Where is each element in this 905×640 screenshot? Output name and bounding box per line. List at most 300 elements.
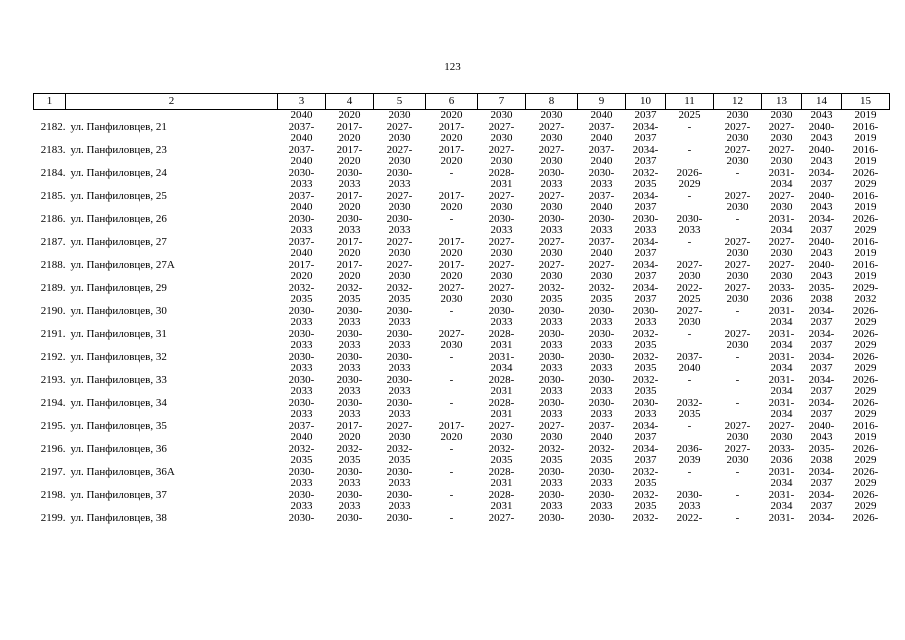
continuation-cell: 2030: [490, 109, 513, 121]
start-year: 2016-: [852, 236, 879, 248]
end-year: 2033: [388, 477, 411, 489]
start-year: 2027-: [538, 236, 565, 248]
start-year: 2034-: [632, 443, 659, 455]
table-row: [34, 145, 890, 168]
end-year: 2030: [726, 132, 749, 144]
end-year: 2033: [290, 500, 313, 512]
start-year: 2040-: [808, 420, 835, 432]
start-year: 2031-: [768, 328, 795, 340]
start-year: 2027-: [768, 420, 795, 432]
year-range-cell: [666, 145, 714, 168]
end-year: 2035: [590, 454, 613, 466]
street-address: ул. Панфиловцев, 38: [70, 512, 167, 524]
end-year: 2030: [490, 201, 513, 213]
year-range-cell: [526, 329, 578, 352]
start-year: 2030-: [588, 374, 615, 386]
end-year: 2037: [810, 339, 833, 351]
start-year: -: [449, 374, 454, 386]
year-range-cell: [714, 467, 762, 490]
year-range-cell: [666, 122, 714, 145]
end-year: 2035: [634, 339, 657, 351]
year-range-cell: [278, 375, 326, 398]
year-range-cell: [278, 191, 326, 214]
end-year: 2033: [290, 316, 313, 328]
year-range-cell: [426, 122, 478, 145]
end-year: 2040: [290, 132, 313, 144]
year-range-cell: [526, 260, 578, 283]
year-range-cell: [714, 214, 762, 237]
end-year: 2030: [770, 155, 793, 167]
start-year: 2034-: [808, 213, 835, 225]
address-cell: [34, 260, 278, 283]
year-range-cell: [374, 421, 426, 444]
start-year: 2030-: [386, 328, 413, 340]
year-range-cell: [626, 214, 666, 237]
end-year: [326, 524, 374, 536]
start-year: 2030-: [538, 351, 565, 363]
start-year: 2030-: [386, 213, 413, 225]
start-year: 2027-: [724, 443, 751, 455]
row-number: 2185.: [40, 190, 66, 202]
start-year: -: [735, 167, 740, 179]
end-year: [714, 179, 762, 191]
start-year: 2027-: [724, 282, 751, 294]
address-cell: [34, 168, 278, 191]
year-range-cell: [802, 214, 842, 237]
continuation-cell: 2030: [726, 109, 749, 121]
year-range-cell: [478, 513, 526, 536]
start-year: 2027-: [386, 236, 413, 248]
year-range-cell: [326, 467, 374, 490]
start-year: 2030-: [336, 512, 363, 524]
street-address: ул. Панфиловцев, 36А: [70, 466, 175, 478]
start-year: 2026-: [852, 351, 879, 363]
end-year: [714, 524, 762, 536]
year-range-cell: [762, 168, 802, 191]
start-year: 2030-: [676, 489, 703, 501]
end-year: 2030: [388, 155, 411, 167]
start-year: 2030-: [588, 213, 615, 225]
row-number: 2187.: [40, 236, 66, 248]
continuation-spacer: [34, 110, 278, 122]
start-year: 2030-: [632, 213, 659, 225]
end-year: 2020: [440, 201, 463, 213]
start-year: 2031-: [768, 466, 795, 478]
start-year: 2035-: [808, 443, 835, 455]
end-year: 2033: [590, 477, 613, 489]
end-year: 2033: [338, 316, 361, 328]
year-range-cell: [526, 444, 578, 467]
year-range-cell: [478, 467, 526, 490]
end-year: 2034: [770, 316, 793, 328]
start-year: 2030-: [538, 489, 565, 501]
end-year: 2030: [388, 431, 411, 443]
row-number: 2199.: [40, 512, 66, 524]
year-range-cell: [762, 375, 802, 398]
year-range-cell: [526, 283, 578, 306]
start-year: 2030-: [588, 351, 615, 363]
end-year: [666, 202, 714, 214]
year-range-cell: [714, 306, 762, 329]
start-year: 2030-: [386, 512, 413, 524]
start-year: -: [687, 374, 692, 386]
end-year: 2030: [540, 201, 563, 213]
end-year: 2033: [540, 385, 563, 397]
start-year: 2030-: [288, 213, 315, 225]
end-year: 2033: [590, 224, 613, 236]
year-range-cell: [478, 329, 526, 352]
year-range-cell: [626, 398, 666, 421]
start-year: 2031-: [768, 213, 795, 225]
year-range-cell: [626, 237, 666, 260]
start-year: 2037-: [588, 190, 615, 202]
year-range-cell: [666, 352, 714, 375]
end-year: 2030: [490, 431, 513, 443]
end-year: 2033: [634, 408, 657, 420]
street-address: ул. Панфиловцев, 21: [70, 121, 167, 133]
table-row: [34, 444, 890, 467]
year-range-cell: [426, 145, 478, 168]
year-range-cell: [526, 352, 578, 375]
start-year: 2032-: [488, 443, 515, 455]
end-year: 2030: [490, 155, 513, 167]
year-range-cell: [374, 283, 426, 306]
year-range-cell: [714, 237, 762, 260]
year-range-cell: [626, 513, 666, 536]
end-year: 2030: [440, 293, 463, 305]
year-range-cell: [802, 260, 842, 283]
year-range-cell: [802, 122, 842, 145]
start-year: 2030-: [336, 213, 363, 225]
end-year: 2030: [678, 270, 701, 282]
start-year: 2026-: [852, 167, 879, 179]
end-year: 2030: [540, 155, 563, 167]
row-number: 2192.: [40, 351, 66, 363]
start-year: -: [735, 466, 740, 478]
year-range-cell: [374, 490, 426, 513]
year-range-cell: [762, 421, 802, 444]
end-year: 2029: [854, 362, 877, 374]
start-year: 2026-: [852, 374, 879, 386]
end-year: [626, 524, 666, 536]
year-range-cell: [666, 306, 714, 329]
year-range-cell: [762, 283, 802, 306]
start-year: 2030-: [676, 213, 703, 225]
continuation-row: [34, 110, 890, 122]
start-year: -: [735, 351, 740, 363]
year-range-cell: [762, 352, 802, 375]
end-year: 2030: [770, 270, 793, 282]
year-range-cell: [278, 306, 326, 329]
address-cell: [34, 490, 278, 513]
start-year: -: [449, 443, 454, 455]
year-range-cell: [578, 237, 626, 260]
year-range-cell: [666, 467, 714, 490]
start-year: -: [449, 512, 454, 524]
end-year: 2019: [854, 431, 877, 443]
year-range-cell: [714, 444, 762, 467]
year-range-cell: [626, 490, 666, 513]
start-year: 2026-: [852, 328, 879, 340]
address-cell: [34, 329, 278, 352]
year-range-cell: [842, 214, 890, 237]
end-year: 2033: [388, 224, 411, 236]
start-year: -: [449, 213, 454, 225]
year-range-cell: [326, 352, 374, 375]
end-year: 2039: [678, 454, 701, 466]
year-range-cell: [802, 490, 842, 513]
column-header: 7: [478, 94, 526, 110]
end-year: 2033: [290, 477, 313, 489]
start-year: 2037-: [288, 121, 315, 133]
start-year: 2030-: [538, 167, 565, 179]
start-year: 2030-: [386, 374, 413, 386]
year-range-cell: [666, 191, 714, 214]
end-year: 2033: [590, 500, 613, 512]
year-range-cell: [666, 168, 714, 191]
start-year: 2027-: [538, 190, 565, 202]
end-year: [666, 432, 714, 444]
table-row: [34, 352, 890, 375]
start-year: 2033-: [768, 282, 795, 294]
continuation-cell: 2030: [540, 109, 563, 121]
year-range-cell: [326, 513, 374, 536]
year-range-cell: [426, 352, 478, 375]
end-year: 2029: [854, 385, 877, 397]
start-year: 2027-: [724, 236, 751, 248]
start-year: 2030-: [588, 466, 615, 478]
start-year: 2030-: [588, 489, 615, 501]
start-year: 2030-: [336, 328, 363, 340]
start-year: -: [687, 466, 692, 478]
start-year: 2032-: [588, 282, 615, 294]
column-header: 3: [278, 94, 326, 110]
start-year: 2032-: [288, 282, 315, 294]
start-year: 2030-: [288, 328, 315, 340]
year-range-cell: [762, 214, 802, 237]
start-year: 2034-: [808, 351, 835, 363]
address-cell: [34, 352, 278, 375]
start-year: -: [735, 512, 740, 524]
start-year: 2027-: [386, 259, 413, 271]
continuation-cell: 2040: [290, 109, 313, 121]
column-header: 6: [426, 94, 478, 110]
end-year: [426, 386, 478, 398]
start-year: 2040-: [808, 144, 835, 156]
start-year: 2034-: [632, 259, 659, 271]
year-range-cell: [578, 513, 626, 536]
year-range-cell: [374, 191, 426, 214]
start-year: -: [687, 190, 692, 202]
start-year: 2027-: [488, 236, 515, 248]
start-year: 2026-: [852, 489, 879, 501]
year-range-cell: [426, 283, 478, 306]
year-range-cell: [626, 352, 666, 375]
start-year: 2026-: [852, 443, 879, 455]
year-range-cell: [374, 237, 426, 260]
end-year: 2030: [726, 431, 749, 443]
end-year: 2035: [634, 385, 657, 397]
year-range-cell: [478, 444, 526, 467]
year-range-cell: [278, 214, 326, 237]
header-row: [34, 94, 890, 110]
start-year: 2040-: [808, 236, 835, 248]
year-range-cell: [626, 122, 666, 145]
year-range-cell: [802, 191, 842, 214]
year-range-cell: [578, 375, 626, 398]
year-range-cell: [578, 168, 626, 191]
end-year: 2020: [440, 247, 463, 259]
end-year: 2019: [854, 201, 877, 213]
year-range-cell: [802, 444, 842, 467]
end-year: 2037: [634, 247, 657, 259]
start-year: 2017-: [336, 190, 363, 202]
start-year: 2031-: [768, 167, 795, 179]
end-year: 2035: [634, 500, 657, 512]
year-range-cell: [714, 398, 762, 421]
table-body: [34, 110, 890, 536]
end-year: 2033: [590, 178, 613, 190]
end-year: 2033: [590, 362, 613, 374]
year-range-cell: [478, 490, 526, 513]
street-address: ул. Панфиловцев, 32: [70, 351, 167, 363]
start-year: 2030-: [336, 305, 363, 317]
year-range-cell: [578, 260, 626, 283]
year-range-cell: [842, 375, 890, 398]
end-year: 2035: [678, 408, 701, 420]
table-row: [34, 513, 890, 536]
end-year: 2033: [290, 385, 313, 397]
start-year: 2030-: [538, 397, 565, 409]
start-year: 2034-: [808, 328, 835, 340]
end-year: [666, 340, 714, 352]
end-year: 2033: [388, 316, 411, 328]
end-year: 2031: [490, 500, 513, 512]
end-year: 2035: [634, 178, 657, 190]
year-range-cell: [802, 168, 842, 191]
start-year: 2016-: [852, 190, 879, 202]
start-year: 2027-: [386, 190, 413, 202]
table-row: [34, 191, 890, 214]
start-year: 2031-: [768, 397, 795, 409]
end-year: 2033: [540, 477, 563, 489]
year-range-cell: [278, 145, 326, 168]
start-year: 2032-: [632, 328, 659, 340]
start-year: -: [687, 328, 692, 340]
end-year: [374, 524, 426, 536]
start-year: 2037-: [288, 144, 315, 156]
end-year: 2031: [490, 339, 513, 351]
year-range-cell: [426, 421, 478, 444]
row-number: 2188.: [40, 259, 66, 271]
end-year: 2037: [634, 201, 657, 213]
start-year: 2032-: [632, 351, 659, 363]
start-year: 2017-: [438, 236, 465, 248]
start-year: 2030-: [386, 489, 413, 501]
address-cell: [34, 214, 278, 237]
row-number: 2193.: [40, 374, 66, 386]
year-range-cell: [578, 490, 626, 513]
start-year: 2027-: [768, 121, 795, 133]
end-year: 2029: [854, 477, 877, 489]
start-year: 2017-: [288, 259, 315, 271]
start-year: 2030-: [336, 351, 363, 363]
start-year: 2017-: [336, 121, 363, 133]
year-range-cell: [762, 444, 802, 467]
end-year: 2030: [540, 431, 563, 443]
year-range-cell: [278, 329, 326, 352]
end-year: 2035: [338, 454, 361, 466]
end-year: 2043: [810, 155, 833, 167]
start-year: 2030-: [538, 374, 565, 386]
start-year: 2032-: [538, 282, 565, 294]
table-row: [34, 283, 890, 306]
start-year: 2032-: [538, 443, 565, 455]
end-year: 2030: [726, 454, 749, 466]
year-range-cell: [374, 145, 426, 168]
end-year: 2035: [388, 293, 411, 305]
year-range-cell: [666, 421, 714, 444]
end-year: 2033: [290, 362, 313, 374]
end-year: 2033: [634, 316, 657, 328]
end-year: 2019: [854, 132, 877, 144]
end-year: 2033: [678, 224, 701, 236]
street-address: ул. Панфиловцев, 29: [70, 282, 167, 294]
end-year: 2030: [540, 270, 563, 282]
year-range-cell: [714, 490, 762, 513]
end-year: 2033: [634, 224, 657, 236]
year-range-cell: [666, 444, 714, 467]
year-range-cell: [842, 122, 890, 145]
year-range-cell: [626, 168, 666, 191]
year-range-cell: [374, 375, 426, 398]
end-year: [842, 524, 890, 536]
year-range-cell: [842, 490, 890, 513]
start-year: 2017-: [438, 190, 465, 202]
end-year: 2029: [854, 316, 877, 328]
end-year: 2030: [770, 431, 793, 443]
continuation-cell: 2037: [634, 109, 657, 121]
start-year: -: [735, 489, 740, 501]
end-year: 2034: [770, 362, 793, 374]
start-year: 2027-: [386, 420, 413, 432]
start-year: 2032-: [632, 167, 659, 179]
street-address: ул. Панфиловцев, 26: [70, 213, 167, 225]
end-year: [714, 363, 762, 375]
year-range-cell: [578, 214, 626, 237]
year-range-cell: [374, 260, 426, 283]
address-cell: [34, 145, 278, 168]
end-year: 2033: [290, 224, 313, 236]
end-year: [802, 524, 842, 536]
start-year: 2030-: [588, 305, 615, 317]
start-year: 2030-: [386, 305, 413, 317]
start-year: -: [449, 466, 454, 478]
column-header: 13: [762, 94, 802, 110]
end-year: 2030: [388, 247, 411, 259]
year-range-cell: [326, 122, 374, 145]
column-header: 14: [802, 94, 842, 110]
end-year: 2038: [810, 293, 833, 305]
year-range-cell: [578, 283, 626, 306]
table-row: [34, 329, 890, 352]
end-year: 2029: [854, 224, 877, 236]
end-year: 2040: [590, 201, 613, 213]
end-year: 2030: [678, 316, 701, 328]
end-year: 2033: [388, 362, 411, 374]
end-year: 2030: [726, 270, 749, 282]
start-year: 2030-: [488, 305, 515, 317]
